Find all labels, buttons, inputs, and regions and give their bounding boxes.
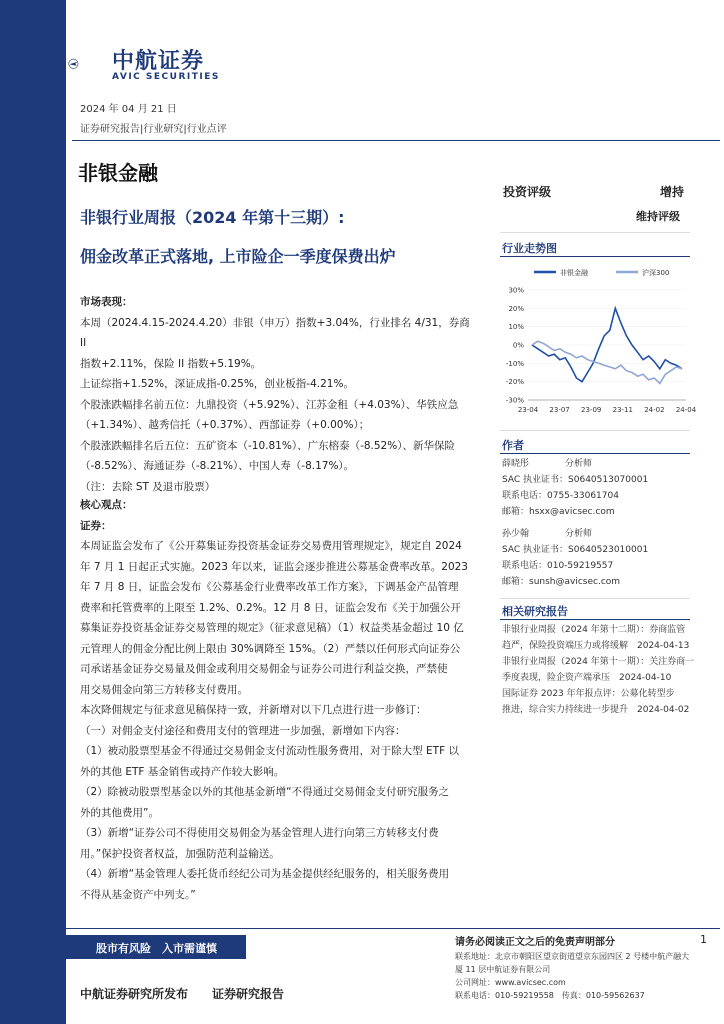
y-tick-label: 10% — [508, 323, 524, 332]
author-heading-underline — [500, 453, 690, 454]
legend-label: 非银金融 — [560, 269, 588, 277]
section-title: 非银金融 — [78, 161, 158, 185]
logo-en-text: AVIC SECURITIES — [112, 72, 220, 82]
website-link[interactable]: 公司网址：www.avicsec.com — [455, 978, 566, 987]
core-line: （2）除被动股票型基金以外的其他基金新增“不得通过交易佣金支付研究服务之 — [80, 786, 450, 798]
author-email[interactable]: 邮箱：hsxx@avicsec.com — [502, 507, 615, 517]
y-tick-label: 0% — [512, 341, 524, 350]
author-line: SAC 执业证书：S0640513070001 — [502, 475, 649, 485]
core-line: 用交易佣金向第三方转移支付费用。 — [80, 683, 248, 696]
market-line: 个股涨跌幅排名前五位：九鼎投资（+5.92%）、江苏金租（+4.03%）、华铁应急 — [80, 398, 459, 411]
y-tick-label: -30% — [505, 396, 524, 405]
contact-info — [455, 950, 695, 1002]
publisher-line: 中航证券研究所发布 证券研究报告 — [80, 987, 285, 1001]
market-line: 本周（2024.4.15-2024.4.20）非银（申万）指数+3.04%，行业排名 4/31，券商 II — [80, 316, 470, 349]
author-heading: 作者 — [502, 439, 524, 452]
core-line: （1）被动股票型基金不得通过交易佣金支付流动性服务费用，对于除大型 ETF 以 — [80, 745, 459, 757]
core-line: （4）新增“基金管理人委托货币经纪公司为基金提供经纪服务的，相关服务费用 — [80, 868, 450, 880]
logo-cn-text: 中航证券 — [112, 49, 205, 74]
legend-label: 沪深300 — [642, 269, 670, 277]
page-number: 1 — [700, 933, 707, 946]
chart-heading: 行业走势图 — [502, 242, 557, 255]
author-line: 联系电话：010-59219557 — [502, 561, 614, 571]
market-performance — [80, 292, 475, 497]
market-line: （-8.52%）、海通证券（-8.21%）、中国人寿（-8.17%）。 — [80, 460, 355, 472]
core-line: 外的其他费用”。 — [80, 806, 159, 819]
report-date: 2024 年 04 月 21 日 — [80, 104, 177, 115]
y-tick-label: 20% — [508, 304, 524, 313]
core-line: 年 7 月 1 日起正式实施。2023 年以来，证监会逐步推进公募基金费率改革。2023 — [80, 560, 468, 573]
market-line: 个股涨跌幅排名后五位：五矿资本（-10.81%）、广东榕泰（-8.52%）、新华保险 — [80, 439, 455, 452]
chart-divider — [500, 430, 690, 431]
chart-heading-underline — [500, 256, 690, 257]
related-reports — [502, 622, 697, 718]
author-line: 薛晓彤 分析师 — [502, 459, 593, 469]
related-heading-underline — [500, 619, 690, 620]
core-line: （3）新增“证券公司不得使用交易佣金为基金管理人进行向第三方转移支付费 — [80, 827, 439, 839]
footer-divider — [66, 928, 720, 929]
x-tick-label: 23-11 — [612, 406, 633, 414]
contact-line: 联系地址：北京市朝阳区望京街道望京东园四区 2 号楼中航产融大 — [455, 952, 690, 961]
x-tick-label: 23-04 — [517, 406, 539, 414]
core-line: 年 7 月 8 日，证监会发布《公募基金行业费率改革工作方案》，下调基金产品管理 — [80, 581, 459, 593]
y-tick-label: -20% — [505, 378, 524, 387]
x-tick-label: 24-04 — [675, 406, 697, 414]
rating-label: 投资评级 — [503, 185, 552, 199]
report-title-line2: 佣金改革正式落地, 上市险企一季度保费出炉 — [80, 247, 396, 266]
core-line: 元管理人的佣金分配比例上限由 30%调降至 15%。（2）严禁以任何形式向证券公 — [80, 642, 461, 655]
y-tick-label: 30% — [508, 286, 524, 295]
author-email[interactable]: 邮箱：sunsh@avicsec.com — [502, 577, 621, 587]
related-report-link[interactable]: 趋严，保险投资端压力或将缓解 2024-04-13 — [502, 641, 690, 651]
core-views — [80, 495, 475, 905]
avic-logo-icon — [68, 42, 112, 86]
market-line: （+1.34%）、越秀信托（+0.37%）、西部证券（+0.00%）； — [80, 419, 370, 431]
x-tick-label: 23-09 — [581, 406, 602, 414]
author-line: 孙少翰 分析师 — [502, 529, 593, 539]
author-divider — [500, 598, 690, 599]
rating-sub: 维持评级 — [636, 210, 680, 223]
core-line: 募集证券投资基金证券交易管理的规定》（征求意见稿）（1）权益类基金超过 10 亿 — [80, 622, 464, 634]
report-category: 证券研究报告|行业研究|行业点评 — [80, 124, 227, 135]
author-block — [502, 456, 702, 590]
x-tick-label: 24-02 — [644, 406, 665, 414]
related-report-link[interactable]: 国际证券 2023 年年报点评：公募化转型步 — [502, 689, 675, 699]
disclaimer-title: 请务必阅读正文之后的免责声明部分 — [455, 937, 615, 948]
core-line: 司承诺基金证券交易量及佣金或利用交易佣金与证券公司进行利益交换，严禁使 — [80, 663, 448, 675]
market-heading: 市场表现： — [80, 296, 133, 308]
related-report-link[interactable]: 推进，综合实力持续进一步提升 2024-04-02 — [502, 705, 690, 715]
x-tick-label: 23-07 — [549, 406, 570, 414]
rating-value: 增持 — [660, 185, 685, 199]
market-line: 上证综指+1.52%，深证成指-0.25%，创业板指-4.21%。 — [80, 378, 354, 390]
core-line: （一）对佣金支付途径和费用支付的管理进一步加强，新增如下内容： — [80, 724, 406, 737]
y-tick-label: -10% — [505, 359, 524, 368]
related-report-link[interactable]: 季度表现，险企资产端承压 2024-04-10 — [502, 673, 672, 683]
rating-divider — [500, 232, 690, 233]
related-heading: 相关研究报告 — [502, 605, 568, 618]
market-line: （注：去除 ST 及退市股票） — [80, 480, 216, 493]
core-heading: 核心观点： — [80, 499, 133, 511]
core-line: 用。”保护投资者权益，加强防范利益输送。 — [80, 847, 280, 860]
report-title-line1: 非银行业周报（2024 年第十三期）: — [80, 208, 345, 227]
header-divider — [72, 140, 720, 141]
related-report-link[interactable]: 非银行业周报（2024 年第十一期）：关注券商一 — [502, 657, 695, 667]
contact-line: 厦 11 层中航证券有限公司 — [455, 965, 551, 974]
series-line-1 — [532, 341, 682, 383]
core-line: 费率和托管费率的上限至 1.2%、0.2%。12 月 8 日，证监会发布《关于加强公开 — [80, 601, 461, 614]
contact-line: 联系电话：010-59219558 传真：010-59562637 — [455, 991, 645, 1000]
author-line: 联系电话：0755-33061704 — [502, 491, 619, 501]
author-line: SAC 执业证书：S0640523010001 — [502, 545, 649, 555]
left-accent-bar — [0, 0, 66, 1024]
core-line: 外的其他 ETF 基金销售或持产作较大影响。 — [80, 765, 285, 778]
industry-trend-chart — [500, 262, 697, 422]
market-line: 指数+2.11%，保险 II 指数+5.19%。 — [80, 357, 262, 370]
core-line: 不得从基金资产中列支。” — [80, 888, 196, 901]
risk-banner: 股市有风险 入市需谨慎 — [66, 935, 246, 959]
core-subheading: 证券： — [80, 519, 112, 532]
core-line: 本次降佣规定与征求意见稿保持一致，并新增对以下几点进行进一步修订： — [80, 704, 427, 716]
related-report-link[interactable]: 非银行业周报（2024 年第十二期）：券商监管 — [502, 625, 686, 635]
core-line: 本周证监会发布了《公开募集证券投资基金证券交易费用管理规定》，规定自 2024 — [80, 540, 462, 552]
